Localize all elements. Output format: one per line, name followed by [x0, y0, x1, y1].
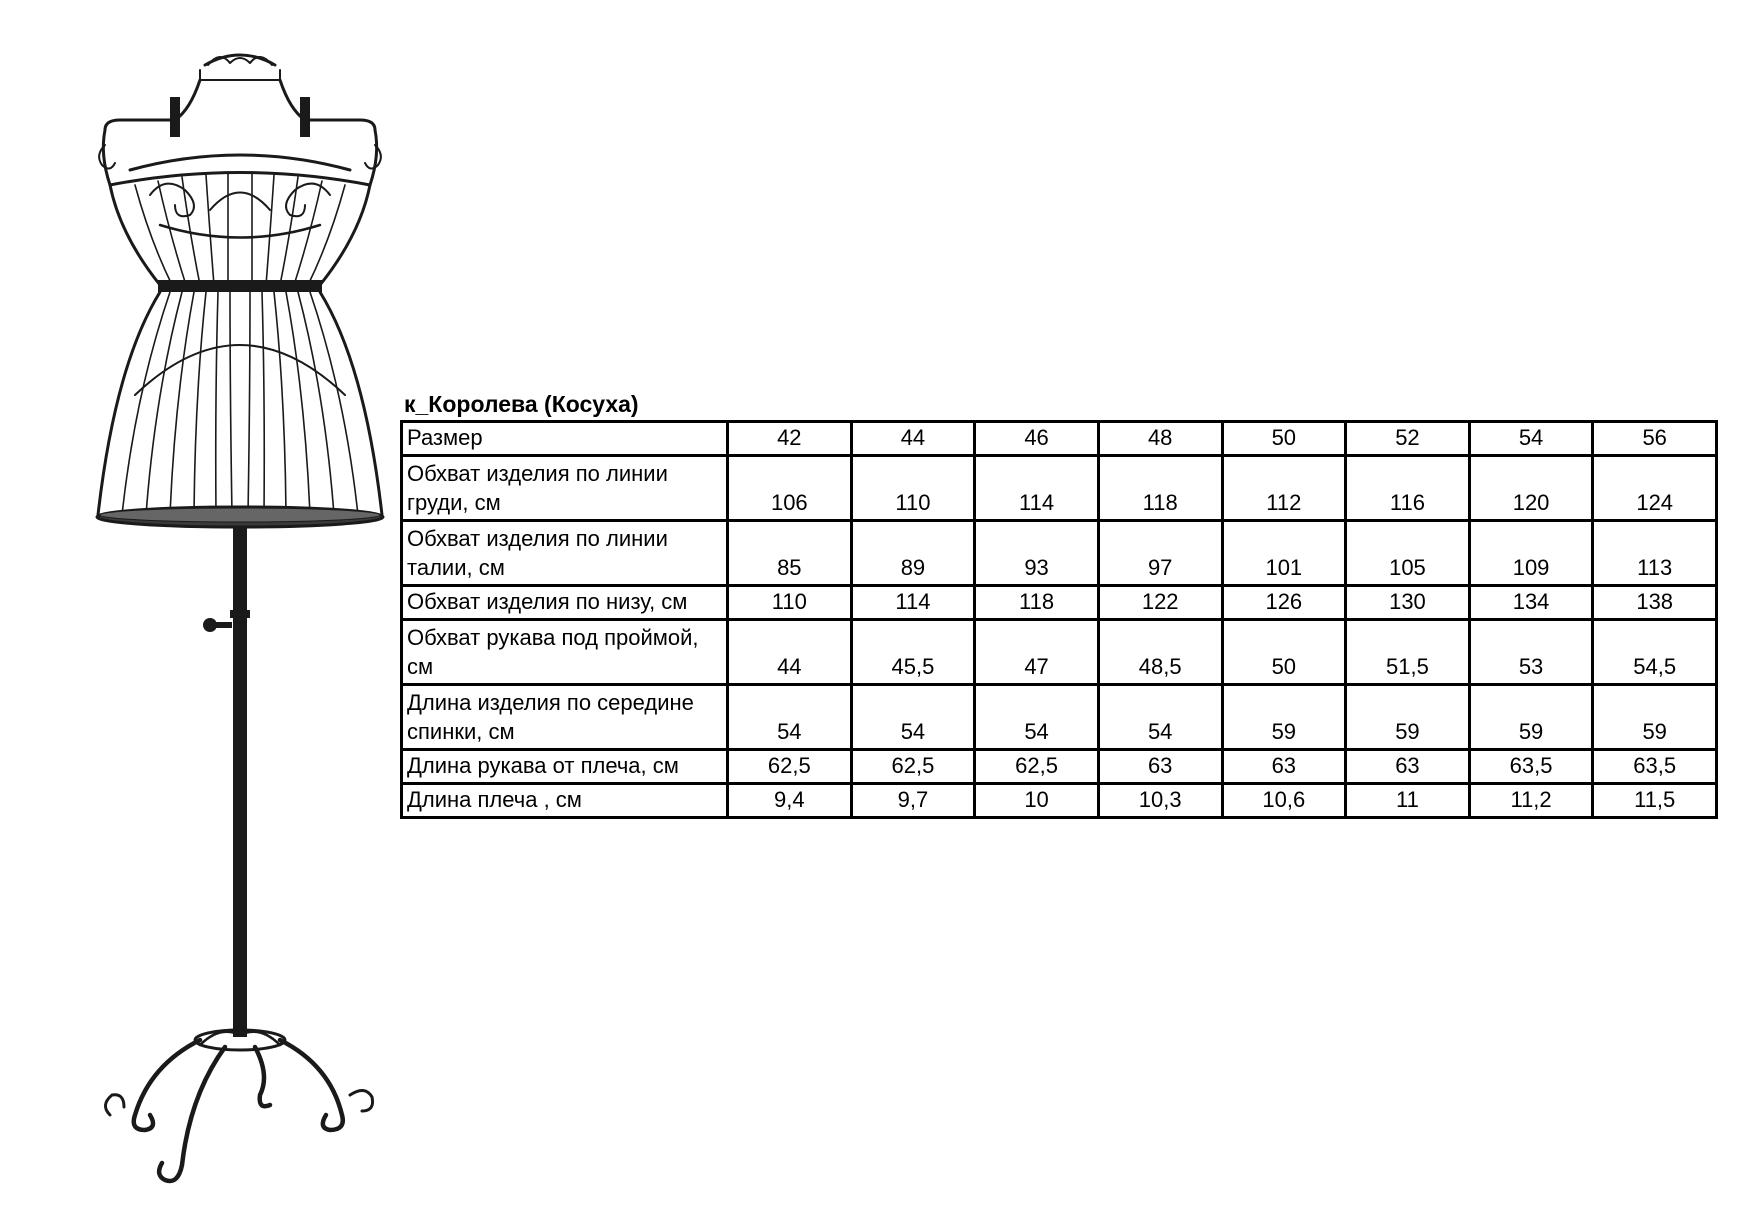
table-cell: 63,5	[1593, 750, 1717, 784]
table-row	[402, 586, 1717, 620]
table-row	[402, 456, 1717, 521]
table-cell: 113	[1593, 521, 1717, 586]
size-header-cell: 42	[728, 422, 852, 456]
size-table-section	[400, 388, 1718, 819]
table-cell: 114	[851, 586, 975, 620]
table-cell: 62,5	[975, 750, 1099, 784]
table-cell: 114	[975, 456, 1099, 521]
table-cell: 116	[1346, 456, 1470, 521]
table-cell: 118	[1098, 456, 1222, 521]
size-header-cell: 52	[1346, 422, 1470, 456]
table-cell: 54,5	[1593, 620, 1717, 685]
table-row	[402, 685, 1717, 750]
table-cell: 47	[975, 620, 1099, 685]
table-cell: 109	[1469, 521, 1593, 586]
row-label: Обхват изделия по линии талии, см	[402, 521, 728, 586]
size-header-cell: 46	[975, 422, 1099, 456]
table-cell: 63,5	[1469, 750, 1593, 784]
table-cell: 11	[1346, 784, 1470, 818]
table-cell: 10,6	[1222, 784, 1346, 818]
table-cell: 48,5	[1098, 620, 1222, 685]
table-cell: 62,5	[728, 750, 852, 784]
table-cell: 122	[1098, 586, 1222, 620]
table-row	[402, 750, 1717, 784]
table-cell: 11,2	[1469, 784, 1593, 818]
table-cell: 118	[975, 586, 1099, 620]
table-cell: 54	[728, 685, 852, 750]
table-cell: 10	[975, 784, 1099, 818]
mannequin-illustration	[90, 35, 390, 1205]
table-cell: 110	[728, 586, 852, 620]
table-cell: 110	[851, 456, 975, 521]
size-header-cell: 54	[1469, 422, 1593, 456]
table-row	[402, 521, 1717, 586]
table-cell: 120	[1469, 456, 1593, 521]
table-cell: 44	[728, 620, 852, 685]
table-cell: 45,5	[851, 620, 975, 685]
table-cell: 9,7	[851, 784, 975, 818]
table-cell: 10,3	[1098, 784, 1222, 818]
table-cell: 63	[1222, 750, 1346, 784]
table-cell: 130	[1346, 586, 1470, 620]
table-cell: 89	[851, 521, 975, 586]
table-cell: 9,4	[728, 784, 852, 818]
header-label: Размер	[402, 422, 728, 456]
table-cell: 112	[1222, 456, 1346, 521]
table-row	[402, 620, 1717, 685]
row-label: Длина изделия по середине спинки, см	[402, 685, 728, 750]
row-label: Обхват изделия по низу, см	[402, 586, 728, 620]
table-cell: 59	[1222, 685, 1346, 750]
header-row	[402, 422, 1717, 456]
table-cell: 138	[1593, 586, 1717, 620]
row-label: Обхват рукава под проймой, см	[402, 620, 728, 685]
table-cell: 62,5	[851, 750, 975, 784]
table-cell: 85	[728, 521, 852, 586]
table-cell: 53	[1469, 620, 1593, 685]
table-cell: 106	[728, 456, 852, 521]
row-label: Длина рукава от плеча, см	[402, 750, 728, 784]
table-cell: 97	[1098, 521, 1222, 586]
table-cell: 50	[1222, 620, 1346, 685]
table-cell: 59	[1469, 685, 1593, 750]
size-chart-table	[400, 420, 1718, 819]
table-cell: 51,5	[1346, 620, 1470, 685]
size-header-cell: 50	[1222, 422, 1346, 456]
table-title: к_Королева (Косуха)	[404, 391, 639, 417]
table-cell: 11,5	[1593, 784, 1717, 818]
table-cell: 105	[1346, 521, 1470, 586]
table-cell: 59	[1346, 685, 1470, 750]
table-cell: 59	[1593, 685, 1717, 750]
size-header-cell: 44	[851, 422, 975, 456]
table-cell: 93	[975, 521, 1099, 586]
table-cell: 101	[1222, 521, 1346, 586]
row-label: Обхват изделия по линии груди, см	[402, 456, 728, 521]
table-row	[402, 784, 1717, 818]
table-cell: 54	[851, 685, 975, 750]
table-cell: 124	[1593, 456, 1717, 521]
table-cell: 63	[1098, 750, 1222, 784]
table-cell: 54	[975, 685, 1099, 750]
table-cell: 54	[1098, 685, 1222, 750]
size-header-cell: 48	[1098, 422, 1222, 456]
size-header-cell: 56	[1593, 422, 1717, 456]
row-label: Длина плеча , см	[402, 784, 728, 818]
table-cell: 63	[1346, 750, 1470, 784]
table-cell: 126	[1222, 586, 1346, 620]
table-cell: 134	[1469, 586, 1593, 620]
